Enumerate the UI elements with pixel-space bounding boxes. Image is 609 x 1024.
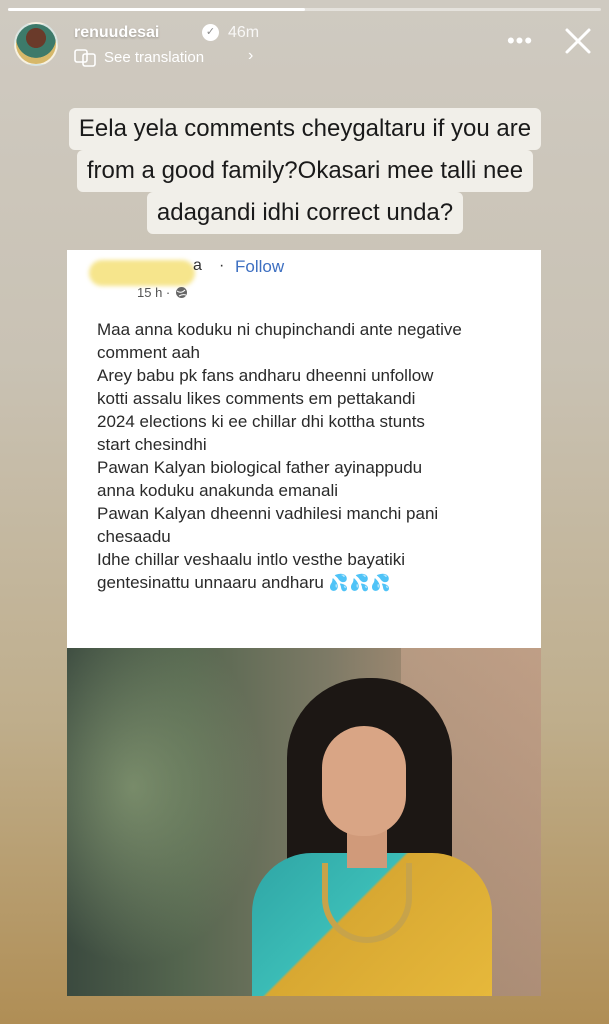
- translate-icon: [74, 49, 96, 67]
- globe-icon: [175, 286, 188, 299]
- post-line: Pawan Kalyan dheenni vadhilesi manchi pani: [97, 504, 439, 523]
- post-line: Arey babu pk fans andharu dheenni unfollow: [97, 366, 434, 385]
- droplets-emoji: 💦💦💦: [328, 575, 392, 592]
- post-line: chesaadu: [97, 527, 171, 546]
- post-author-name: a: [193, 257, 202, 274]
- post-line: kotti assalu likes comments em pettakandi: [97, 389, 416, 408]
- post-body: [97, 318, 527, 595]
- post-time: 15 h ·: [137, 285, 171, 300]
- username[interactable]: renuudesai: [74, 24, 160, 41]
- close-icon[interactable]: [563, 26, 593, 56]
- facebook-post-screenshot: [67, 250, 541, 648]
- post-line: Maa anna koduku ni chupinchandi ante negative: [97, 320, 462, 339]
- post-line: Idhe chillar veshaalu intlo vesthe bayatiki: [97, 550, 406, 569]
- caption-line: adagandi idhi correct unda?: [147, 192, 463, 234]
- avatar[interactable]: [14, 22, 58, 66]
- blurred-name: [89, 260, 195, 286]
- verified-icon: ✓: [202, 24, 219, 41]
- story-header: [14, 20, 595, 72]
- post-line-last-text: gentesinattu unnaaru andharu: [97, 573, 324, 592]
- post-line: Pawan Kalyan biological father ayinappudu: [97, 458, 423, 477]
- caption-line: from a good family?Okasari mee talli nee: [77, 150, 533, 192]
- more-options-icon[interactable]: •••: [506, 28, 534, 53]
- post-line: comment aah: [97, 343, 200, 362]
- woman-face: [322, 726, 406, 836]
- post-line: start chesindhi: [97, 435, 207, 454]
- story-caption: [45, 108, 565, 234]
- portrait-photo: [67, 648, 541, 996]
- post-line: 2024 elections ki ee chillar dhi kottha stunts: [97, 412, 425, 431]
- separator-dot: ·: [219, 257, 225, 274]
- chevron-right-icon: ›: [248, 47, 254, 64]
- follow-link: Follow: [235, 257, 285, 276]
- time-ago: 46m: [228, 24, 260, 41]
- caption-line: Eela yela comments cheygaltaru if you are: [69, 108, 541, 150]
- post-line-last: [97, 571, 527, 595]
- story-progress-fill: [8, 8, 305, 11]
- see-translation-label[interactable]: See translation: [104, 49, 205, 66]
- post-line: anna koduku anakunda emanali: [97, 481, 339, 500]
- story-progress-bar: [8, 8, 601, 11]
